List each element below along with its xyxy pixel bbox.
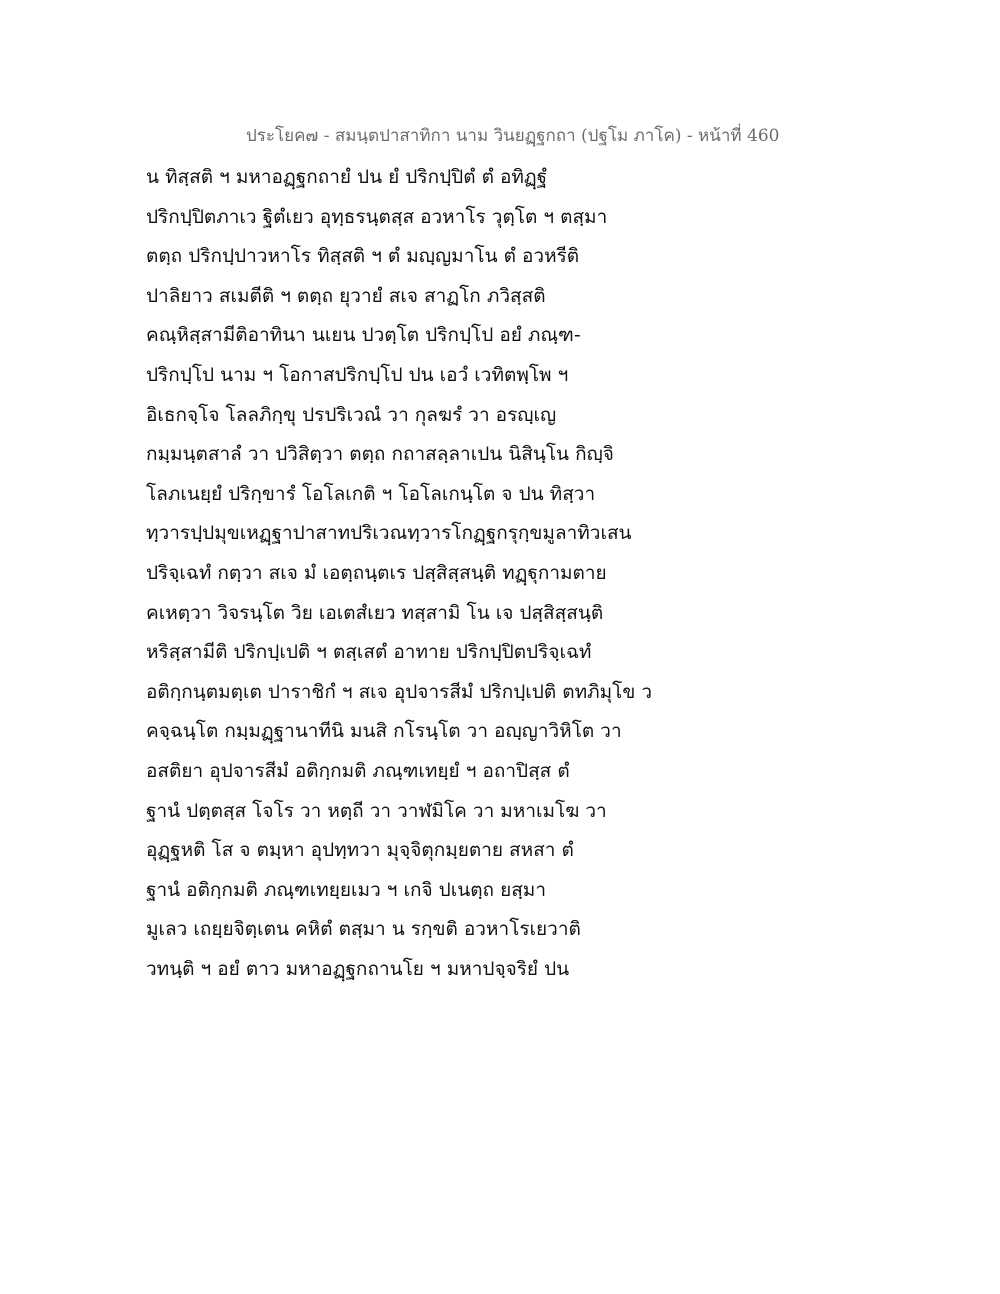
text-line: ทฺวารปฺปมุขเหฏฺฐาปาสาทปริเวณทฺวารโกฏฺฐกรุกฺขมูลาทิวเสน — [146, 522, 632, 545]
text-line: อติกฺกนฺตมตฺเต ปาราชิกํ ฯ สเจ อุปจารสีมํ ปริกปฺเปติ ตทภิมุโข ว — [146, 680, 653, 703]
page-header: ประโยค๗ - สมนฺตปาสาทิกา นาม วินยฏฺฐกถา (ปฐโม ภาโค) - หน้าที่ 460 — [246, 126, 780, 146]
text-line: ฐานํ ปตฺตสฺส โจโร วา หตฺถี วา วาฬมิโค วา มหาเมโฆ วา — [146, 799, 607, 822]
text-line: คเหตฺวา วิจรนฺโต วิย เอเตสํเยว ทสฺสามิ โน เจ ปสฺสิสฺสนฺติ — [146, 601, 604, 624]
text-line: อสติยา อุปจารสีมํ อติกฺกมติ ภณฺฑเทยฺยํ ฯ อถาปิสฺส ตํ — [146, 759, 570, 782]
text-line: ปริกปฺโป นาม ฯ โอกาสปริกปฺโป ปน เอวํ เวทิตพฺโพ ฯ — [146, 363, 569, 386]
body-text — [146, 158, 866, 989]
text-line: วทนฺติ ฯ อยํ ตาว มหาอฏฺฐกถานโย ฯ มหาปจฺจริยํ ปน — [146, 957, 570, 980]
text-line: ตตฺถ ปริกปฺปาวหาโร ทิสฺสติ ฯ ตํ มญฺญมาโน ตํ อวหรีติ — [146, 245, 580, 268]
text-line: โลภเนยฺยํ ปริกฺขารํ โอโลเกติ ฯ โอโลเกนฺโต จ ปน ทิสฺวา — [146, 482, 596, 505]
text-line: คจฺฉนฺโต กมฺมฏฺฐานาทีนิ มนสิ กโรนฺโต วา อญฺญาวิหิโต วา — [146, 720, 622, 743]
text-line: คณฺหิสฺสามีติอาทินา นเยน ปวตฺโต ปริกปฺโป อยํ ภณฺฑ- — [146, 324, 581, 347]
text-line: อิเธกจฺโจ โลลภิกฺขุ ปรปริเวณํ วา กุลฆรํ วา อรญฺเญ — [146, 403, 557, 426]
text-line: ฐานํ อติกฺกมติ ภณฺฑเทยฺยเมว ฯ เกจิ ปเนตฺถ ยสฺมา — [146, 878, 547, 901]
text-line: ปาลิยาว สเมตีติ ฯ ตตฺถ ยุวายํ สเจ สาฏโก ภวิสฺสติ — [146, 284, 546, 307]
text-line: กมฺมนฺตสาลํ วา ปวิสิตฺวา ตตฺถ กถาสลฺลาเปน นิสินฺโน กิญฺจิ — [146, 443, 614, 466]
text-line: น ทิสฺสติ ฯ มหาอฏฺฐกถายํ ปน ยํ ปริกปฺปิตํ ตํ อทิฏฺฐํ — [146, 166, 548, 188]
text-line: หริสฺสามีติ ปริกปฺเปติ ฯ ตสฺเสตํ อาทาย ปริกปฺปิตปริจฺเฉทํ — [146, 641, 592, 664]
text-line: อุฏฺฐหติ โส จ ตมฺหา อุปทฺทวา มุจฺจิตุกมฺยตาย สหสา ตํ — [146, 839, 574, 862]
text-line: ปริจฺเฉทํ กตฺวา สเจ มํ เอตฺถนฺตเร ปสฺสิสฺสนฺติ ทฏฺฐุกามตาย — [146, 561, 607, 584]
text-line: มูเลว เถยฺยจิตฺเตน คหิตํ ตสฺมา น รกฺขติ อวหาโรเยวาติ — [146, 918, 581, 941]
text-line: ปริกปฺปิตภาเว ฐิตํเยว อุทฺธรนฺตสฺส อวหาโร วุตฺโต ฯ ตสฺมา — [146, 205, 608, 228]
